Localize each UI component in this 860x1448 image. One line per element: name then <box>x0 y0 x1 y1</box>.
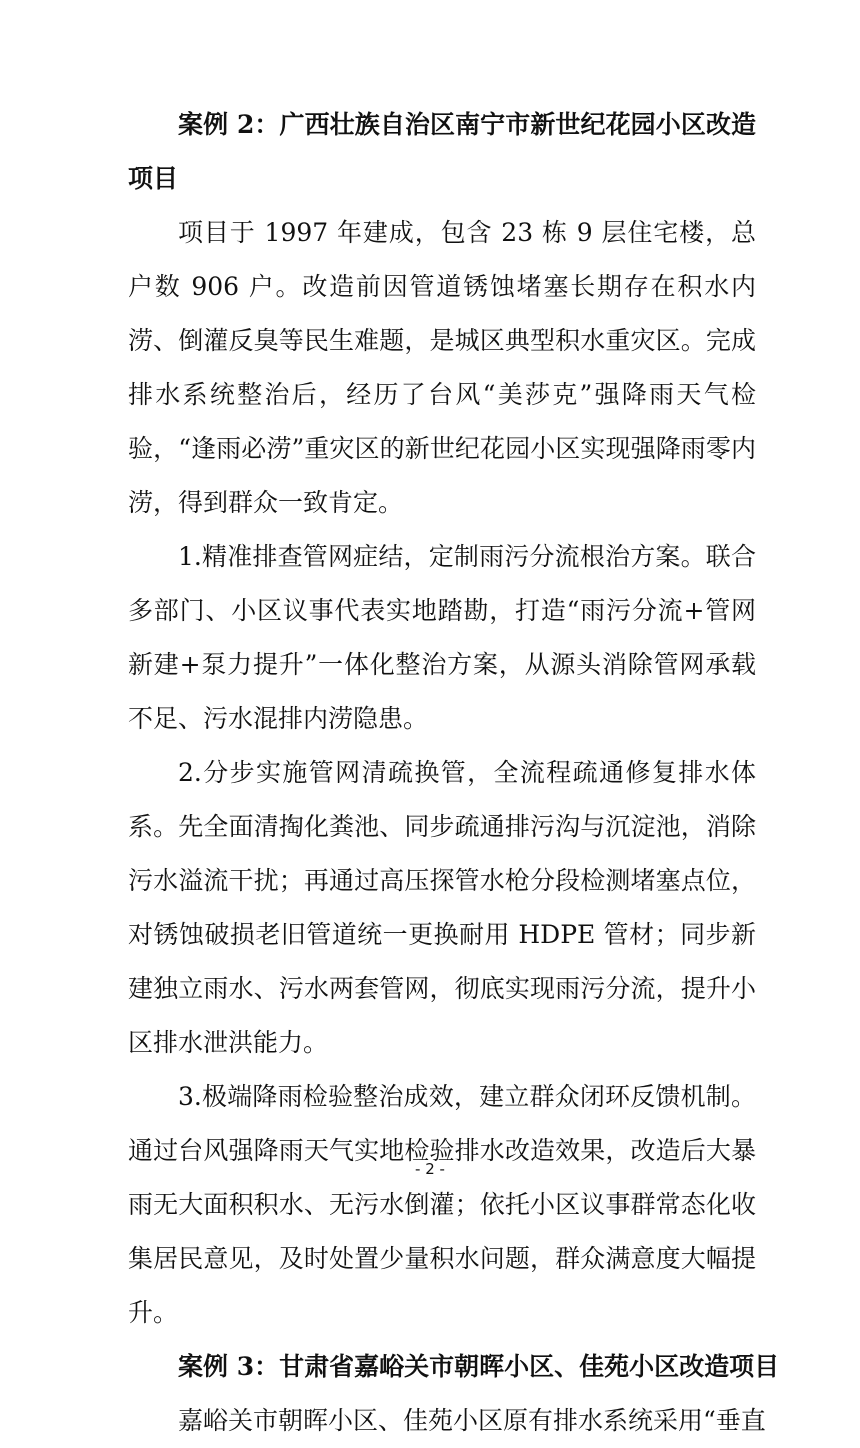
case2-intro-paragraph: 项目于 1997 年建成，包含 23 栋 9 层住宅楼，总户数 906 户。改造前因管道锈蚀堵塞长期存在积水内涝、倒灌反臭等民生难题，是城区典型积水重灾区。完成排水系统整治后，经历了台风“美莎克”强降雨天气检验，“逢雨必涝”重灾区的新世纪花园小区实现强降雨零内涝，得到群众一致肯定。 <box>128 218 756 517</box>
case3-title: 案例 3：甘肃省嘉峪关市朝晖小区、佳苑小区改造项目 <box>178 1352 780 1381</box>
page-body <box>128 98 780 1448</box>
case2-point1-paragraph: 1.精准排查管网症结，定制雨污分流根治方案。联合多部门、小区议事代表实地踏勘，打造“雨污分流+管网新建+泵力提升”一体化整治方案，从源头消除管网承载不足、污水混排内涝隐患。 <box>128 542 756 733</box>
case2-title: 案例 2：广西壮族自治区南宁市新世纪花园小区改造项目 <box>128 110 756 193</box>
case3-intro-paragraph: 嘉峪关市朝晖小区、佳苑小区原有排水系统采用“垂直 <box>178 1406 766 1435</box>
page-number: - 2 - <box>415 1160 445 1178</box>
case2-point2-paragraph: 2.分步实施管网清疏换管，全流程疏通修复排水体系。先全面清掏化粪池、同步疏通排污沟与沉淀池，消除污水溢流干扰；再通过高压探管水枪分段检测堵塞点位，对锈蚀破损老旧管道统一更换耐用 HDPE 管材；同步新建独立雨水、污水两套管网，彻底实现雨污分流，提升小区排水泄洪能力。 <box>128 758 756 1057</box>
case2-point3-paragraph: 3.极端降雨检验整治成效，建立群众闭环反馈机制。通过台风强降雨天气实地检验排水改造效果，改造后大暴雨无大面积积水、无污水倒灌；依托小区议事群常态化收集居民意见，及时处置少量积水问题，群众满意度大幅提升。 <box>128 1082 756 1327</box>
